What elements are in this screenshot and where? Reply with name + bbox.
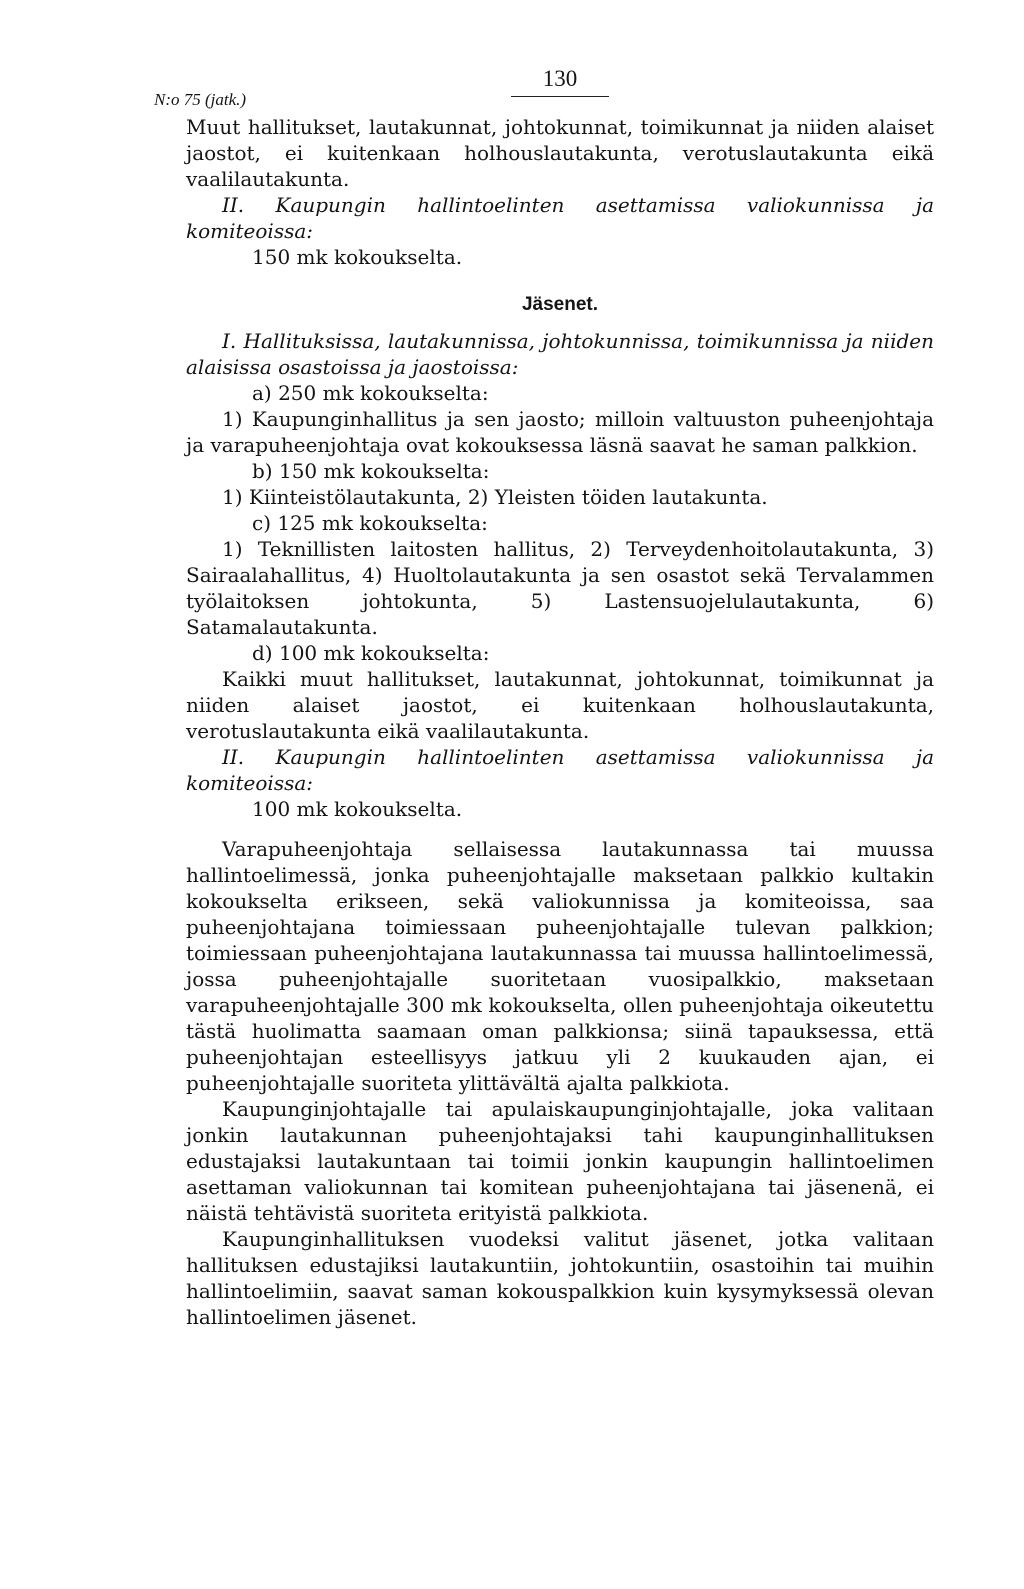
section-title: Kaupungin hallintoelinten asettamissa valiokunnissa ja komiteoissa: [186, 193, 934, 243]
item-b: 1) Kiinteistölautakunta, 2) Yleisten töiden lautakunta. [222, 485, 768, 509]
item-a: 1) Kaupunginhallitus ja sen jaosto; milloin valtuuston puheenjohtaja ja varapuheenjohtaja ovat kokouksessa läsnä saavat he saman palkkion. [186, 407, 934, 457]
section-number: II. [222, 745, 245, 769]
page-number: 130 [542, 66, 578, 91]
paragraph-mayor: Kaupunginjohtajalle tai apulaiskaupunginjohtajalle, joka valitaan jonkin lautakunnan puheenjohtajaksi tahi kaupunginhallituksen edustajaksi lautakuntaan tai toimii jonkin kaupungin hallintoelimen asettaman valiokunnan tai komitean puheenjohtajana tai jäsenenä, ei näistä tehtävistä suoriteta erityistä palkkiota. [186, 1097, 934, 1225]
section-i-heading [186, 328, 934, 380]
fee-line-2: 100 mk kokoukselta. [252, 797, 463, 821]
fee-line-b: b) 150 mk kokoukselta: [252, 459, 490, 483]
page-number-rule [511, 96, 609, 97]
section-ii-heading [186, 192, 934, 244]
fee-line-c: c) 125 mk kokoukselta: [252, 511, 488, 535]
paragraph-vice-chair: Varapuheenjohtaja sellaisessa lautakunnassa tai muussa hallintoelimessä, jonka puheenjohtajalle maksetaan palkkio kultakin kokoukselta erikseen, sekä valiokunnissa ja komiteoissa, saa puheenjohtajana toimiessaan puheenjohtajalle tulevan palkkion; toimiessaan puheenjohtajana lautakunnassa tai muussa hallintoelimessä, jossa puheenjohtajalle suoritetaan vuosipalkkio, maksetaan varapuheenjohtajalle 300 mk kokoukselta, ollen puheenjohtaja oikeutettu tästä huolimatta saamaan oman palkkionsa; siinä tapauksessa, että puheenjohtajan esteellisyys jatkuu yli 2 kuukauden ajan, ei puheenjohtajalle suoriteta ylittävältä ajalta palkkiota. [186, 837, 934, 1095]
section-title: Kaupungin hallintoelinten asettamissa valiokunnissa ja komiteoissa: [186, 745, 934, 795]
section-heading-members: Jäsenet. [521, 294, 599, 315]
document-reference: N:o 75 (jatk.) [154, 90, 247, 109]
fee-line: 150 mk kokoukselta. [252, 245, 463, 269]
section-number: I. [222, 329, 237, 353]
section-number: II. [222, 193, 245, 217]
document-body [186, 114, 934, 1330]
item-d: Kaikki muut hallitukset, lautakunnat, johtokunnat, toimikunnat ja niiden alaiset jaostot, ei kuitenkaan holhouslautakunta, verotuslautakunta eikä vaalilautakunta. [186, 667, 934, 743]
fee-line-d: d) 100 mk kokoukselta: [252, 641, 490, 665]
item-c: 1) Teknillisten laitosten hallitus, 2) Terveydenhoitolautakunta, 3) Sairaalahallitus, 4) Huoltolautakunta ja sen osastot sekä Tervalammen työlaitoksen johtokunta, 5) Lastensuojelulautakunta, 6) Satamalautakunta. [186, 537, 934, 639]
spacer [186, 822, 934, 836]
section-title: Hallituksissa, lautakunnissa, johtokunnissa, toimikunnissa ja niiden alaisissa osastoissa ja jaostoissa: [186, 329, 934, 379]
fee-line-a: a) 250 mk kokoukselta: [252, 381, 489, 405]
paragraph-intro: Muut hallitukset, lautakunnat, johtokunnat, toimikunnat ja niiden alaiset jaostot, ei kuitenkaan holhouslautakunta, verotuslautakunta eikä vaalilautakunta. [186, 115, 934, 191]
section-ii-heading-2 [186, 744, 934, 796]
paragraph-board-members: Kaupunginhallituksen vuodeksi valitut jäsenet, jotka valitaan hallituksen edustajiksi lautakuntiin, johtokuntiin, osastoihin tai muihin hallintoelimiin, saavat saman kokouspalkkion kuin kysymyksessä olevan hallintoelimen jäsenet. [186, 1227, 934, 1329]
page-header [154, 64, 934, 114]
document-page [154, 64, 934, 1330]
